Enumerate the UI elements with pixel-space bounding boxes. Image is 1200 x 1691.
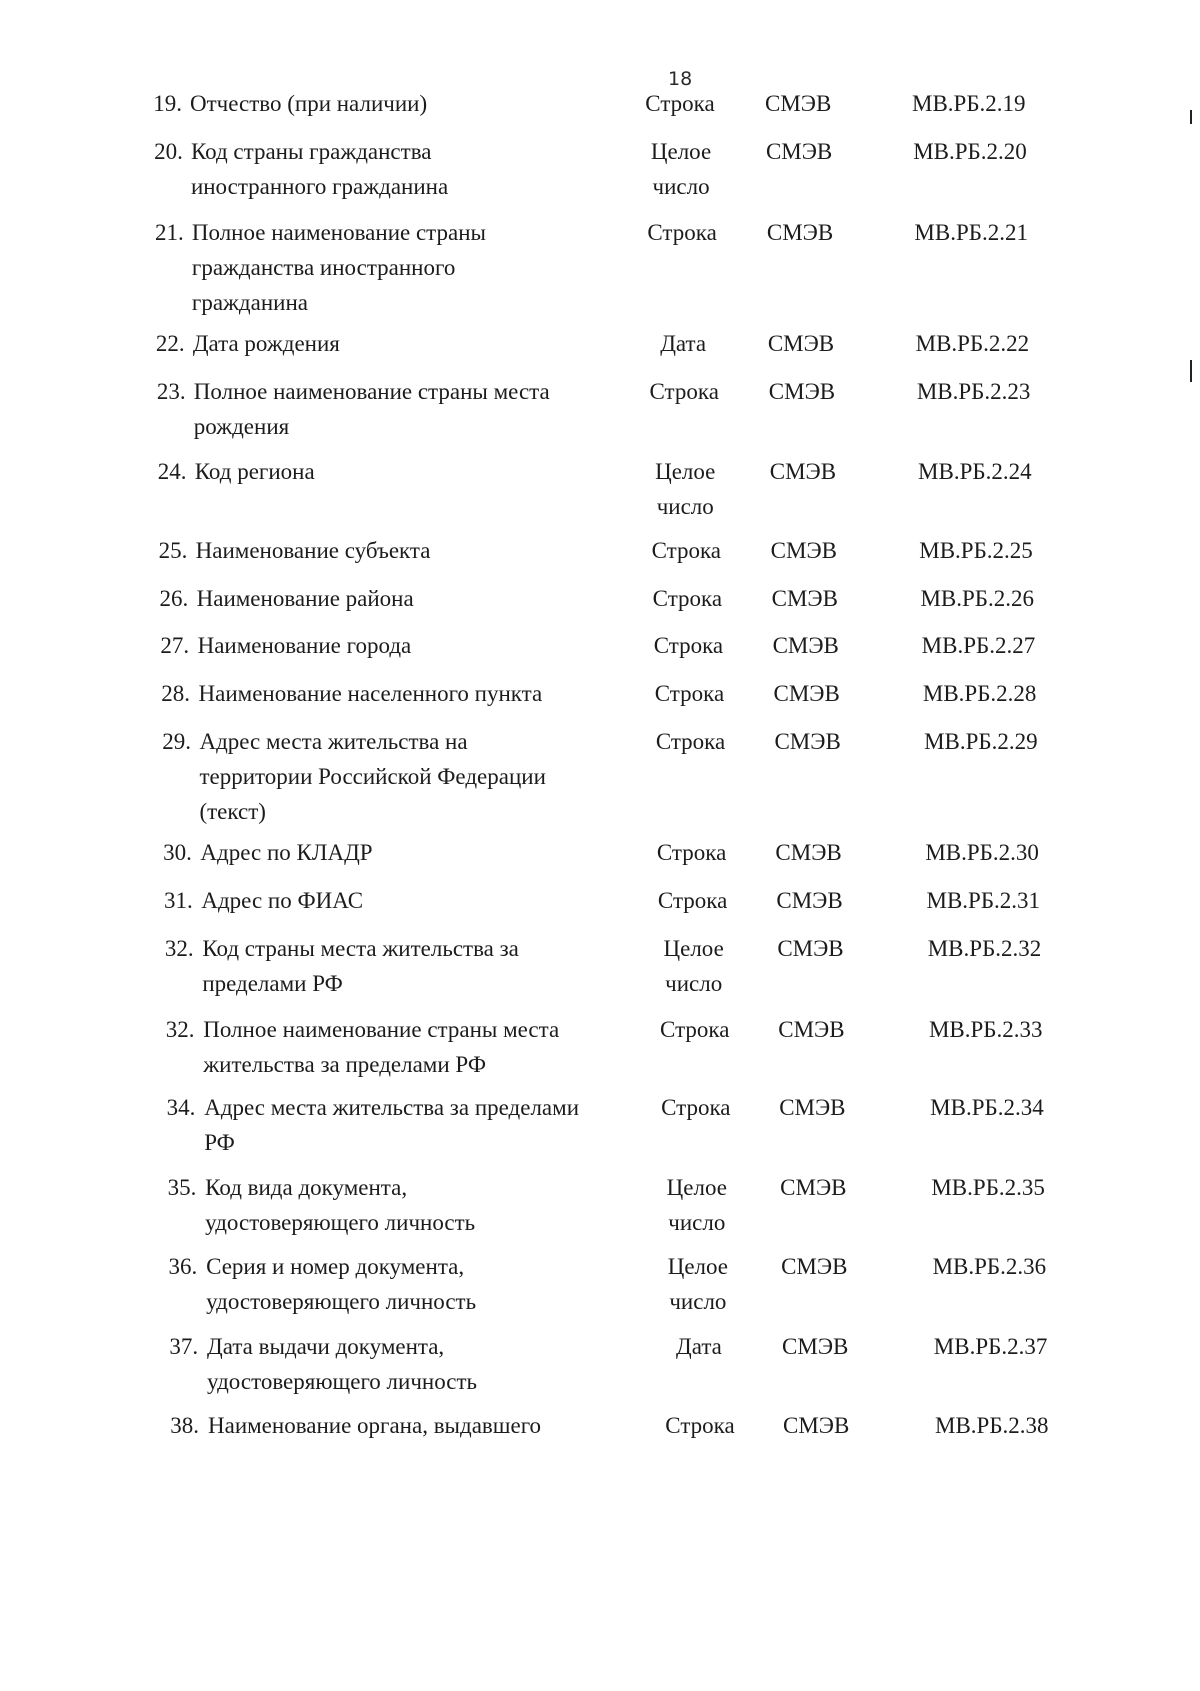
field-type: Дата	[660, 331, 707, 356]
row-number: 32.	[164, 936, 194, 961]
field-source: СМЭВ	[776, 888, 843, 913]
field-name: Дата выдачи документа, удостоверяющего личность	[207, 1334, 478, 1394]
field-source: СМЭВ	[777, 936, 844, 961]
field-code: МВ.РБ.2.35	[931, 1175, 1045, 1200]
field-name: Наименование района	[196, 586, 414, 611]
row-number: 21.	[155, 220, 184, 245]
field-type: Строка	[645, 91, 715, 116]
field-source: СМЭВ	[781, 1254, 848, 1279]
field-name: Наименование субъекта	[195, 538, 431, 563]
field-code: МВ.РБ.2.31	[926, 888, 1041, 913]
field-source: СМЭВ	[766, 220, 834, 245]
field-name: Полное наименование страны места рождения	[193, 379, 550, 439]
field-source: СМЭВ	[768, 379, 836, 404]
field-name: Наименование города	[197, 633, 412, 658]
field-code: МВ.РБ.2.34	[930, 1095, 1044, 1120]
field-source: СМЭВ	[772, 633, 839, 658]
field-source: СМЭВ	[782, 1334, 849, 1359]
field-name: Отчество (при наличии)	[190, 91, 428, 116]
row-number: 31.	[163, 888, 193, 913]
field-type: Строка	[655, 729, 726, 754]
field-name: Адрес по ФИАС	[201, 888, 364, 913]
row-number: 19.	[153, 91, 182, 116]
field-source: СМЭВ	[765, 91, 832, 116]
field-source: СМЭВ	[779, 1095, 846, 1120]
row-number: 35.	[167, 1175, 197, 1200]
field-type: Строка	[656, 840, 727, 865]
row-number: 20.	[154, 139, 183, 164]
field-type: Целое число	[663, 936, 724, 996]
field-name: Дата рождения	[192, 331, 340, 356]
field-code: МВ.РБ.2.29	[924, 729, 1038, 754]
margin-mark	[1190, 360, 1192, 382]
field-code: МВ.РБ.2.32	[927, 936, 1042, 961]
field-code: МВ.РБ.2.21	[914, 220, 1028, 245]
field-source: СМЭВ	[778, 1017, 845, 1042]
field-code: МВ.РБ.2.24	[918, 459, 1032, 484]
field-source: СМЭВ	[769, 459, 837, 484]
field-source: СМЭВ	[773, 681, 840, 706]
field-name: Код страны места жительства за пределами РФ	[202, 936, 519, 996]
field-type: Строка	[651, 538, 722, 563]
field-code: МВ.РБ.2.38	[935, 1413, 1049, 1438]
field-name: Код страны гражданства иностранного гражданина	[190, 139, 449, 199]
field-type: Строка	[665, 1413, 735, 1438]
field-type: Строка	[649, 379, 719, 404]
field-name: Серия и номер документа, удостоверяющего личность	[206, 1254, 477, 1314]
field-name: Адрес места жительства на территории Российской Федерации (текст)	[199, 729, 546, 824]
field-type: Строка	[647, 220, 717, 245]
field-type: Дата	[676, 1334, 722, 1359]
row-number: 34.	[166, 1095, 196, 1120]
field-name: Полное наименование страны гражданства иностранного гражданина	[191, 220, 486, 315]
row-number: 37.	[169, 1334, 199, 1359]
field-code: МВ.РБ.2.30	[925, 840, 1039, 865]
row-number: 22.	[155, 331, 185, 356]
field-code: МВ.РБ.2.22	[915, 331, 1030, 356]
field-code: МВ.РБ.2.19	[912, 91, 1026, 116]
field-code: МВ.РБ.2.37	[933, 1334, 1048, 1359]
field-type: Строка	[660, 1017, 730, 1042]
field-code: МВ.РБ.2.26	[920, 586, 1035, 611]
margin-mark	[1190, 110, 1192, 124]
field-code: МВ.РБ.2.27	[921, 633, 1036, 658]
row-number: 38.	[170, 1413, 199, 1438]
field-source: СМЭВ	[774, 729, 841, 754]
field-code: МВ.РБ.2.36	[932, 1254, 1047, 1279]
field-source: СМЭВ	[767, 331, 835, 356]
field-source: СМЭВ	[780, 1175, 847, 1200]
field-code: МВ.РБ.2.33	[928, 1017, 1043, 1042]
field-type: Целое число	[650, 139, 712, 199]
field-source: СМЭВ	[770, 538, 837, 563]
field-source: СМЭВ	[783, 1413, 850, 1438]
field-source: СМЭВ	[775, 840, 842, 865]
field-type: Строка	[661, 1095, 731, 1120]
field-name: Адрес места жительства за пределами РФ	[204, 1095, 580, 1155]
row-number: 32.	[165, 1017, 195, 1042]
field-type: Целое число	[667, 1254, 729, 1314]
row-number: 26.	[159, 586, 189, 611]
field-type: Целое число	[655, 459, 716, 519]
field-name: Адрес по КЛАДР	[200, 840, 373, 865]
row-number: 23.	[156, 379, 186, 404]
row-number: 25.	[158, 538, 188, 563]
field-name: Наименование органа, выдавшего	[208, 1413, 542, 1438]
page-number: 18	[668, 68, 693, 90]
row-number: 27.	[160, 633, 190, 658]
field-type: Строка	[653, 633, 724, 658]
row-number: 30.	[163, 840, 192, 865]
field-code: МВ.РБ.2.28	[922, 681, 1037, 706]
row-number: 28.	[161, 681, 191, 706]
field-type: Строка	[654, 681, 725, 706]
field-name: Код вида документа, удостоверяющего личность	[205, 1175, 476, 1235]
field-source: СМЭВ	[765, 139, 833, 164]
row-number: 29.	[162, 729, 191, 754]
field-type: Строка	[657, 888, 728, 913]
row-number: 24.	[157, 459, 187, 484]
field-name: Код региона	[194, 459, 315, 484]
field-name: Полное наименование страны места жительства за пределами РФ	[203, 1017, 560, 1077]
row-number: 36.	[168, 1254, 198, 1279]
field-type: Строка	[652, 586, 723, 611]
field-code: МВ.РБ.2.20	[913, 139, 1027, 164]
field-source: СМЭВ	[771, 586, 838, 611]
field-type: Целое число	[666, 1175, 727, 1235]
field-code: МВ.РБ.2.23	[916, 379, 1031, 404]
field-name: Наименование населенного пункта	[198, 681, 543, 706]
field-code: МВ.РБ.2.25	[919, 538, 1033, 563]
